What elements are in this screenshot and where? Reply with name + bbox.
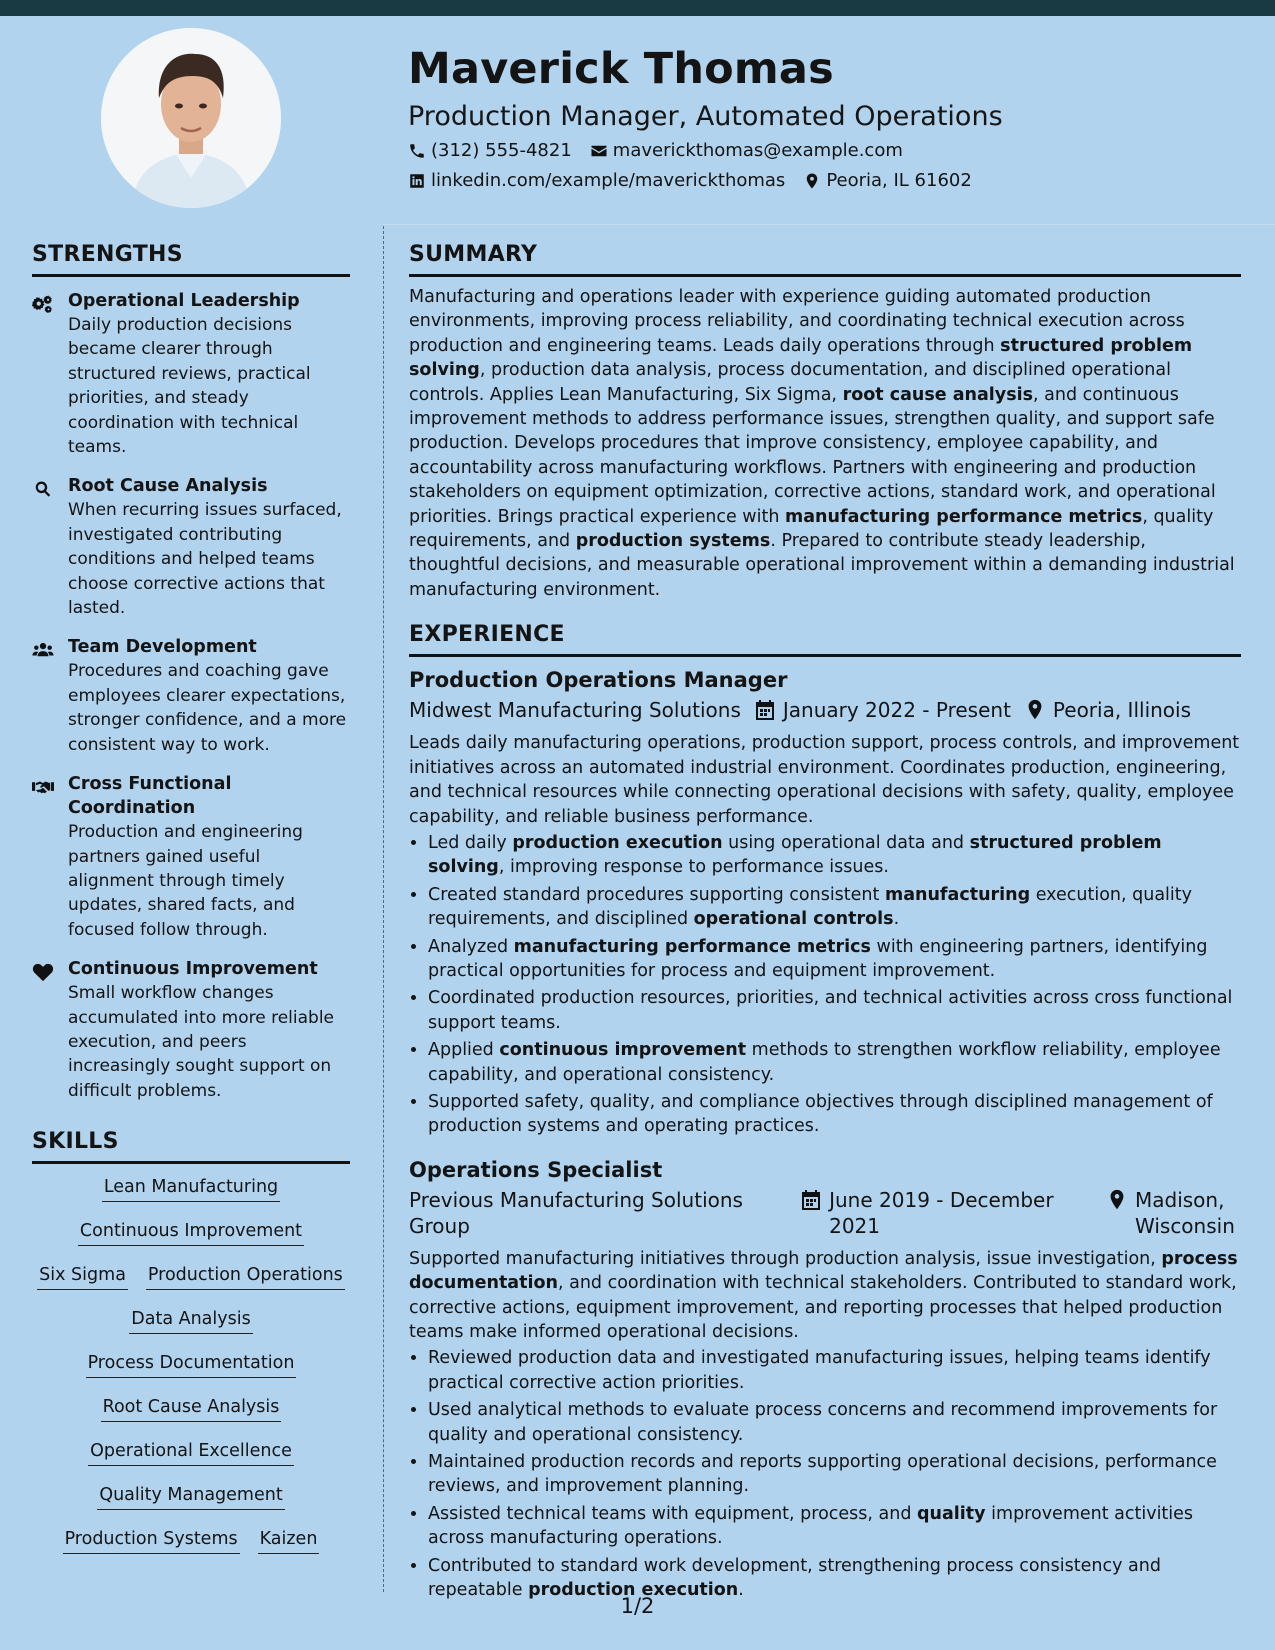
phone-contact[interactable] <box>408 138 572 164</box>
strength-name: Continuous Improvement <box>68 959 318 980</box>
resume-header <box>408 38 1248 194</box>
skill-tag: Operational Excellence <box>88 1438 294 1466</box>
skill-tag: Kaizen <box>258 1526 320 1554</box>
text-segment: , quality requirements, and <box>409 506 1214 552</box>
strength-item <box>32 957 350 1103</box>
skill-tag: Data Analysis <box>129 1306 252 1334</box>
job-dates <box>801 1187 1093 1239</box>
email-contact[interactable] <box>590 138 903 164</box>
text-segment: execution, quality requirements, and disciplined <box>428 884 1192 930</box>
text-segment: Used analytical methods to evaluate process concerns and recommend improvements for quality and operational consistency. <box>428 1400 1218 1445</box>
skill-row <box>32 1306 350 1334</box>
list-item <box>428 1038 1241 1087</box>
company-name <box>409 1187 787 1239</box>
list-item <box>428 1346 1241 1395</box>
skill-tag: Root Cause Analysis <box>101 1394 282 1422</box>
strength-description: Procedures and coaching gave employees clearer expectations, stronger confidence, and a more consistent way to work. <box>68 661 347 755</box>
dates-text: June 2019 - December 2021 <box>829 1187 1054 1238</box>
text-segment: Leads daily manufacturing operations, production support, process controls, and improvement initiatives across an automated industrial environment. Coordinates production, engineering, and technical resources while connecting operational decisions with safety, quality, employee capability, and reliable business performance. <box>409 733 1240 827</box>
strength-name: Cross Functional Coordination <box>68 774 232 819</box>
job-entry <box>409 665 1241 1139</box>
skill-tag: Production Operations <box>146 1262 345 1290</box>
contact-row-2 <box>408 168 1248 194</box>
skill-row <box>32 1526 350 1554</box>
location-contact <box>803 168 972 194</box>
text-segment: . <box>738 1580 744 1601</box>
skill-row <box>32 1438 350 1466</box>
company-name <box>409 697 741 723</box>
left-column <box>32 238 350 1570</box>
text-segment: . Prepared to contribute steady leadership, thoughtful decisions, and measurable operational improvement within a demanding industrial manufacturing environment. <box>409 531 1235 600</box>
bold-phrase: production execution <box>528 1580 739 1601</box>
skill-row <box>32 1174 350 1202</box>
text-segment: Supported manufacturing initiatives through production analysis, issue investigation, <box>409 1248 1162 1269</box>
strength-description: Daily production decisions became clearer through structured reviews, practical priorities, and steady coordination with technical teams. <box>68 315 311 458</box>
bold-phrase: process documentation <box>409 1248 1238 1294</box>
text-segment: with engineering partners, identifying practical opportunities for process and equipment improvement. <box>428 936 1208 981</box>
phone-text: (312) 555-4821 <box>431 140 572 161</box>
text-segment: , and coordination with technical stakeholders. Contributed to standard work, corrective actions, equipment improvement, and reporting processes that helped production teams make informed operational decisions. <box>409 1273 1237 1342</box>
text-segment: Contributed to standard work development, strengthening process consistency and repeatable <box>428 1555 1161 1601</box>
job-role: Operations Specialist <box>409 1157 663 1182</box>
gears-icon <box>32 289 68 459</box>
email-text: maverickthomas@example.com <box>612 140 903 161</box>
job-description <box>409 731 1241 829</box>
job-role: Production Operations Manager <box>409 668 788 693</box>
job-meta <box>409 1187 1241 1239</box>
bold-phrase: operational controls <box>693 909 894 930</box>
map-pin-icon <box>1025 699 1045 721</box>
bold-phrase: structured problem solving <box>428 832 1162 878</box>
location-text: Madison, Wisconsin <box>1135 1187 1235 1238</box>
company-text: Midwest Manufacturing Solutions <box>409 698 741 723</box>
bold-phrase: structured problem solving <box>409 335 1193 381</box>
text-segment: , and continuous improvement methods to address performance issues, strengthen quality, and support safe production. Develops procedures that improve consistency, employee capability, and accountability across manufacturing workflows. Partners with engineering and production stakeholders on equipment optimization, corrective actions, standard work, and operational priorities. Brings practical experience with <box>409 384 1216 527</box>
strength-name: Root Cause Analysis <box>68 476 268 497</box>
text-segment: Led daily <box>428 832 513 853</box>
summary-text <box>409 285 1241 602</box>
list-item <box>428 986 1241 1035</box>
top-accent-bar <box>0 0 1275 16</box>
bold-phrase: manufacturing performance metrics <box>785 506 1143 527</box>
location-text: Peoria, IL 61602 <box>826 170 972 191</box>
text-segment: Manufacturing and operations leader with experience guiding automated production environments, improving process reliability, and coordinating technical execution across production and engineering teams. Leads daily operations through <box>409 287 1185 356</box>
column-divider <box>383 226 384 1592</box>
map-pin-icon <box>803 172 821 190</box>
skill-row <box>32 1350 350 1378</box>
contact-row-1 <box>408 138 1248 164</box>
list-item <box>428 883 1241 932</box>
skills-heading: SKILLS <box>32 1125 350 1164</box>
text-segment: using operational data and <box>722 832 970 853</box>
strength-item <box>32 289 350 459</box>
strength-name: Operational Leadership <box>68 291 300 311</box>
skill-tag: Quality Management <box>97 1482 284 1510</box>
calendar-icon <box>755 699 775 721</box>
bold-phrase: manufacturing <box>884 884 1031 905</box>
skill-tag: Production Systems <box>63 1526 240 1554</box>
strength-description: Production and engineering partners gained useful alignment through timely updates, shared facts, and focused follow through. <box>68 822 303 940</box>
linkedin-icon <box>408 172 426 190</box>
text-segment: improvement activities across manufacturing operations. <box>428 1503 1194 1549</box>
text-segment: , production data analysis, process documentation, and disciplined operational controls. Applies Lean Manufacturing, Six Sigma, <box>409 360 1171 405</box>
list-item <box>428 1090 1241 1139</box>
job-location <box>1107 1187 1235 1239</box>
candidate-name: Maverick Thomas <box>408 44 834 94</box>
list-item <box>428 935 1241 984</box>
text-segment: , improving response to performance issues. <box>498 857 889 878</box>
calendar-icon <box>801 1189 821 1211</box>
text-segment: . <box>893 909 900 930</box>
list-item <box>428 1450 1241 1499</box>
right-column <box>409 238 1241 1605</box>
page-number: 1/2 <box>620 1594 655 1618</box>
strength-name: Team Development <box>68 637 257 658</box>
dates-text: January 2022 - Present <box>782 698 1011 723</box>
list-item <box>428 1502 1241 1551</box>
strength-item <box>32 474 350 620</box>
list-item <box>428 1398 1241 1447</box>
bold-phrase: manufacturing performance metrics <box>513 936 871 957</box>
text-segment: Maintained production records and reports supporting operational decisions, performance reviews, and improvement planning. <box>428 1452 1217 1497</box>
strength-item <box>32 635 350 757</box>
candidate-title: Production Manager, Automated Operations <box>408 101 1003 132</box>
company-text: Previous Manufacturing Solutions Group <box>409 1187 743 1238</box>
bold-phrase: continuous improvement <box>499 1040 747 1061</box>
skill-tag: Process Documentation <box>86 1350 297 1378</box>
search-icon <box>32 474 68 620</box>
job-meta <box>409 697 1241 723</box>
skills-list <box>32 1174 350 1554</box>
job-location <box>1025 697 1191 723</box>
linkedin-contact[interactable] <box>408 168 785 194</box>
skill-row <box>32 1482 350 1510</box>
bold-phrase: quality <box>917 1503 986 1524</box>
profile-photo <box>101 28 281 208</box>
map-pin-icon <box>1107 1189 1127 1211</box>
summary-heading: SUMMARY <box>409 238 1241 277</box>
job-entry <box>409 1155 1241 1603</box>
text-segment: Created standard procedures supporting consistent <box>428 884 885 905</box>
location-text: Peoria, Illinois <box>1052 698 1192 723</box>
strengths-list <box>32 289 350 1103</box>
bold-phrase: root cause analysis <box>842 384 1034 405</box>
skill-tag: Lean Manufacturing <box>102 1174 280 1202</box>
heart-icon <box>32 957 68 1103</box>
envelope-icon <box>590 142 608 160</box>
job-description <box>409 1247 1241 1345</box>
strength-item <box>32 772 350 942</box>
text-segment: Analyzed <box>428 936 514 957</box>
list-item <box>428 831 1241 880</box>
handshake-icon <box>32 772 68 942</box>
text-segment: Assisted technical teams with equipment, process, and <box>428 1503 918 1524</box>
job-bullets <box>409 1346 1241 1602</box>
skill-row <box>32 1262 350 1290</box>
linkedin-text: linkedin.com/example/maverickthomas <box>431 170 786 191</box>
skill-row <box>32 1218 350 1246</box>
experience-heading: EXPERIENCE <box>409 618 1241 657</box>
text-segment: Reviewed production data and investigated manufacturing issues, helping teams identify practical corrective action priorities. <box>428 1348 1211 1393</box>
strengths-heading: STRENGTHS <box>32 238 350 277</box>
job-bullets <box>409 831 1241 1139</box>
users-icon <box>32 635 68 757</box>
text-segment: Coordinated production resources, priorities, and technical activities across cross functional support teams. <box>428 988 1233 1033</box>
skill-row <box>32 1394 350 1422</box>
header-divider <box>383 224 1275 225</box>
strength-description: When recurring issues surfaced, investigated contributing conditions and helped teams choose corrective actions that lasted. <box>68 500 342 619</box>
text-segment: Supported safety, quality, and compliance objectives through disciplined management of production systems and operating practices. <box>428 1091 1213 1137</box>
text-segment: methods to strengthen workflow reliability, employee capability, and operational consistency. <box>428 1040 1221 1085</box>
experience-list <box>409 665 1241 1602</box>
job-dates <box>755 697 1011 723</box>
phone-icon <box>408 142 426 160</box>
strength-description: Small workflow changes accumulated into more reliable execution, and peers increasingly sought support on difficult problems. <box>68 983 334 1101</box>
skill-tag: Continuous Improvement <box>78 1218 304 1246</box>
bold-phrase: production execution <box>512 832 723 853</box>
text-segment: Applied <box>428 1040 500 1061</box>
skill-tag: Six Sigma <box>37 1262 128 1290</box>
bold-phrase: production systems <box>575 531 771 552</box>
